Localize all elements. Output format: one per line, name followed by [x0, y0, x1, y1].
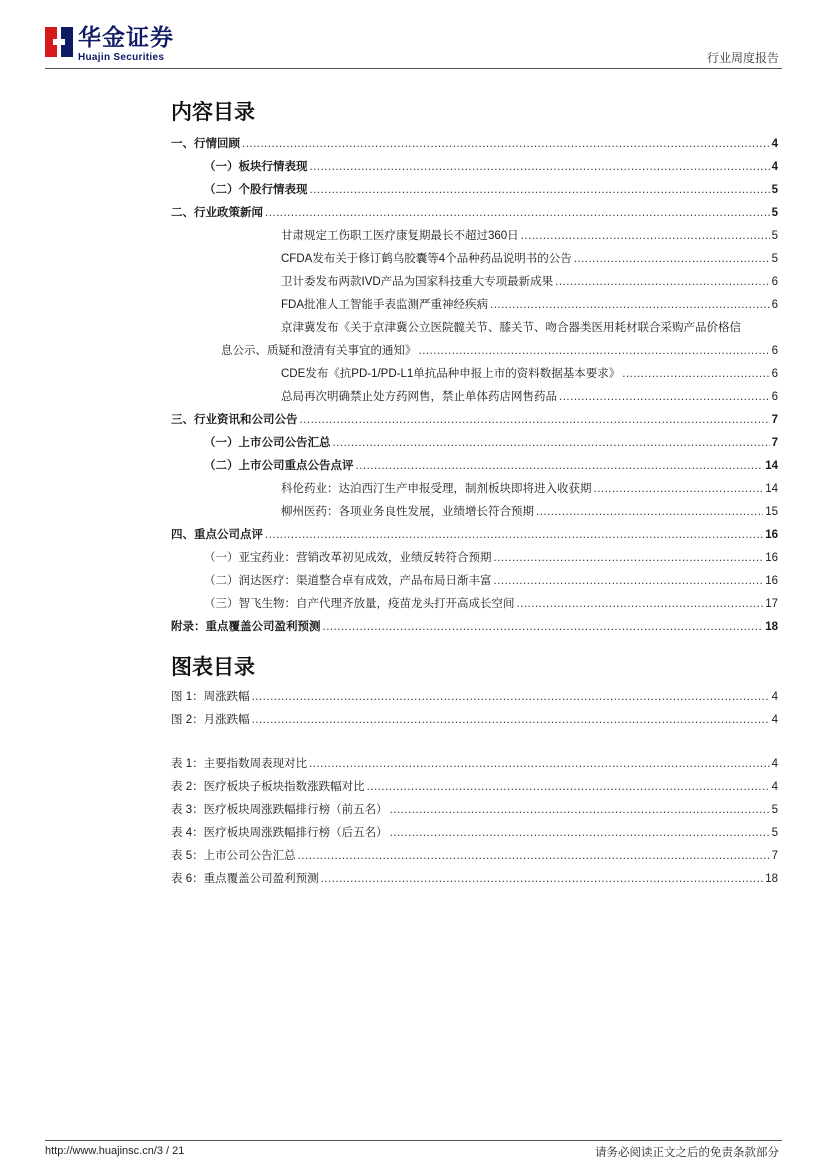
- toc-leader: [300, 414, 770, 426]
- toc-leader: [390, 827, 770, 839]
- table-entry-page: 4: [771, 781, 778, 793]
- toc-leader: [574, 253, 770, 265]
- toc-entry[interactable]: [171, 572, 778, 595]
- toc-entry[interactable]: [171, 549, 778, 572]
- toc-entry-text: （三）智飞生物：自产代理齐放量，疫苗龙头打开高成长空间: [204, 598, 515, 610]
- toc-leader: [390, 804, 770, 816]
- toc-entry-text: （一）上市公司公告汇总: [204, 437, 331, 449]
- toc-leader: [298, 850, 770, 862]
- toc-entry-text: 科伦药业：达泊西汀生产申报受理，制剂板块即将进入收获期: [281, 483, 592, 495]
- table-entry-page: 5: [771, 827, 778, 839]
- table-entry[interactable]: [171, 824, 778, 847]
- logo-text-en: Huajin Securities: [78, 52, 165, 63]
- toc-entry-text: 息公示、质疑和澄清有关事宜的通知》: [221, 345, 417, 357]
- toc-entry[interactable]: [171, 457, 778, 480]
- toc-entry[interactable]: [171, 181, 778, 204]
- toc-entry-text: （一）亚宝药业：营销改革初见成效，业绩反转符合预期: [204, 552, 492, 564]
- toc-entry-page: 4: [771, 138, 778, 150]
- toc-leader: [594, 483, 764, 495]
- table-entry-page: 4: [771, 758, 778, 770]
- toc-entry[interactable]: [171, 595, 778, 618]
- toc-leader: [490, 299, 770, 311]
- toc-entry[interactable]: [171, 296, 778, 319]
- toc-leader: [622, 368, 769, 380]
- toc-leader: [265, 529, 763, 541]
- toc-entry-text: 二、行业政策新闻: [171, 207, 263, 219]
- table-entry-text: 表 4：医疗板块周涨跌幅排行榜（后五名）: [171, 827, 388, 839]
- toc-entry-text: 京津冀发布《关于京津冀公立医院髋关节、膝关节、吻合器类医用耗材联合采购产品价格信: [281, 322, 741, 334]
- toc-entry[interactable]: [171, 250, 778, 273]
- page-header: [0, 0, 827, 70]
- figures-list: [171, 688, 778, 734]
- toc-entry-page: 16: [765, 552, 778, 564]
- toc-entry-page: 17: [765, 598, 778, 610]
- figure-entry-text: 图 1：周涨跌幅: [171, 691, 250, 703]
- table-entry[interactable]: [171, 778, 778, 801]
- toc-leader: [321, 873, 764, 885]
- table-entry[interactable]: [171, 801, 778, 824]
- toc-entry-text: （二）个股行情表现: [204, 184, 308, 196]
- toc-leader: [309, 758, 770, 770]
- toc-entry[interactable]: [171, 480, 778, 503]
- toc-leader: [494, 552, 764, 564]
- toc-entry-page: 5: [771, 184, 778, 196]
- figures-title: 图表目录: [171, 655, 255, 679]
- toc-leader: [517, 598, 764, 610]
- toc-entry-page: 6: [771, 345, 778, 357]
- toc-entry-text: 附录：重点覆盖公司盈利预测: [171, 621, 321, 633]
- toc-entry[interactable]: [171, 204, 778, 227]
- toc-entry-text: 甘肃规定工伤职工医疗康复期最长不超过360日: [281, 230, 519, 242]
- toc-entry-continued[interactable]: [171, 342, 778, 365]
- toc-entry-page: 6: [771, 391, 778, 403]
- contents-title: 内容目录: [171, 100, 255, 124]
- toc-entry-page: 16: [765, 529, 778, 541]
- toc-leader: [265, 207, 770, 219]
- table-entry-text: 表 6：重点覆盖公司盈利预测: [171, 873, 319, 885]
- figure-entry-page: 4: [771, 691, 778, 703]
- header-divider: [45, 68, 782, 69]
- toc-entry-text: CDE发布《抗PD-1/PD-L1单抗品种申报上市的资料数据基本要求》: [281, 368, 621, 380]
- toc-entry-page: 14: [765, 460, 778, 472]
- company-logo: [45, 24, 185, 66]
- toc-leader: [494, 575, 764, 587]
- toc-entry-page: 6: [771, 368, 778, 380]
- toc-entry-page: 6: [771, 276, 778, 288]
- toc-entry-page: 5: [771, 230, 778, 242]
- report-type: 行业周度报告: [706, 51, 779, 65]
- footer-disclaimer: 请务必阅读正文之后的免责条款部分: [595, 1147, 779, 1159]
- toc-entry-text: 四、重点公司点评: [171, 529, 263, 541]
- toc-entry[interactable]: [171, 434, 778, 457]
- toc-leader: [356, 460, 764, 472]
- toc-leader: [333, 437, 770, 449]
- footer-url[interactable]: http://www.huajinsc.cn/3 / 21: [45, 1145, 185, 1157]
- toc-entry-text: 三、行业资讯和公司公告: [171, 414, 298, 426]
- toc-leader: [252, 714, 770, 726]
- logo-text-cn: 华金证券: [78, 25, 174, 51]
- table-entry-page: 5: [771, 804, 778, 816]
- figure-entry[interactable]: [171, 711, 778, 734]
- toc-entry[interactable]: [171, 227, 778, 250]
- toc-entry[interactable]: [171, 526, 778, 549]
- figure-entry[interactable]: [171, 688, 778, 711]
- toc-entry-page: 16: [765, 575, 778, 587]
- toc-entry-text: （二）润达医疗：渠道整合卓有成效，产品布局日渐丰富: [204, 575, 492, 587]
- toc-entry[interactable]: [171, 273, 778, 296]
- table-entry-text: 表 3：医疗板块周涨跌幅排行榜（前五名）: [171, 804, 388, 816]
- toc-entry[interactable]: [171, 388, 778, 411]
- toc-leader: [559, 391, 770, 403]
- toc-leader: [521, 230, 770, 242]
- toc-leader: [242, 138, 770, 150]
- table-entry-page: 7: [771, 850, 778, 862]
- toc-entry-page: 5: [771, 207, 778, 219]
- toc-leader: [367, 781, 770, 793]
- toc-entry-page: 14: [765, 483, 778, 495]
- toc-entry-page: 5: [771, 253, 778, 265]
- table-entry[interactable]: [171, 870, 778, 893]
- table-entry-text: 表 1：主要指数周表现对比: [171, 758, 308, 770]
- toc-leader: [555, 276, 769, 288]
- table-entry[interactable]: [171, 847, 778, 870]
- table-entry[interactable]: [171, 755, 778, 778]
- toc-entry[interactable]: [171, 618, 778, 641]
- footer-divider: [45, 1140, 782, 1141]
- toc-entry-page: 6: [771, 299, 778, 311]
- toc-entry-text: 柳州医药：各项业务良性发展，业绩增长符合预期: [281, 506, 534, 518]
- toc-entry[interactable]: [171, 158, 778, 181]
- toc-entry-page: 7: [771, 414, 778, 426]
- toc-leader: [536, 506, 763, 518]
- toc-entry-text: 总局再次明确禁止处方药网售，禁止单体药店网售药品: [281, 391, 557, 403]
- toc-leader: [252, 691, 770, 703]
- toc-entry-page: 7: [771, 437, 778, 449]
- table-entry-text: 表 2：医疗板块子板块指数涨跌幅对比: [171, 781, 365, 793]
- toc-leader: [323, 621, 764, 633]
- figure-entry-page: 4: [771, 714, 778, 726]
- toc-entry-page: 18: [765, 621, 778, 633]
- toc-leader: [419, 345, 770, 357]
- toc-entry-page: 15: [765, 506, 778, 518]
- toc-entry[interactable]: [171, 411, 778, 434]
- toc-leader: [310, 184, 770, 196]
- toc-leader: [310, 161, 770, 173]
- table-entry-text: 表 5：上市公司公告汇总: [171, 850, 296, 862]
- contents-list: [171, 135, 778, 641]
- table-entry-page: 18: [765, 873, 778, 885]
- toc-entry[interactable]: [171, 319, 778, 342]
- logo-mark-icon: [45, 27, 73, 57]
- toc-entry-page: 4: [771, 161, 778, 173]
- toc-entry-text: CFDA发布关于修订鹤乌胶囊等4个品种药品说明书的公告: [281, 253, 572, 265]
- toc-entry-text: （二）上市公司重点公告点评: [204, 460, 354, 472]
- toc-entry-text: 一、行情回顾: [171, 138, 240, 150]
- toc-entry[interactable]: [171, 365, 778, 388]
- toc-entry-text: 卫计委发布两款IVD产品为国家科技重大专项最新成果: [281, 276, 554, 288]
- toc-entry-text: （一）板块行情表现: [204, 161, 308, 173]
- toc-entry-text: FDA批准人工智能手表监测严重神经疾病: [281, 299, 488, 311]
- figure-entry-text: 图 2：月涨跌幅: [171, 714, 250, 726]
- toc-entry[interactable]: [171, 135, 778, 158]
- toc-entry[interactable]: [171, 503, 778, 526]
- tables-list: [171, 755, 778, 893]
